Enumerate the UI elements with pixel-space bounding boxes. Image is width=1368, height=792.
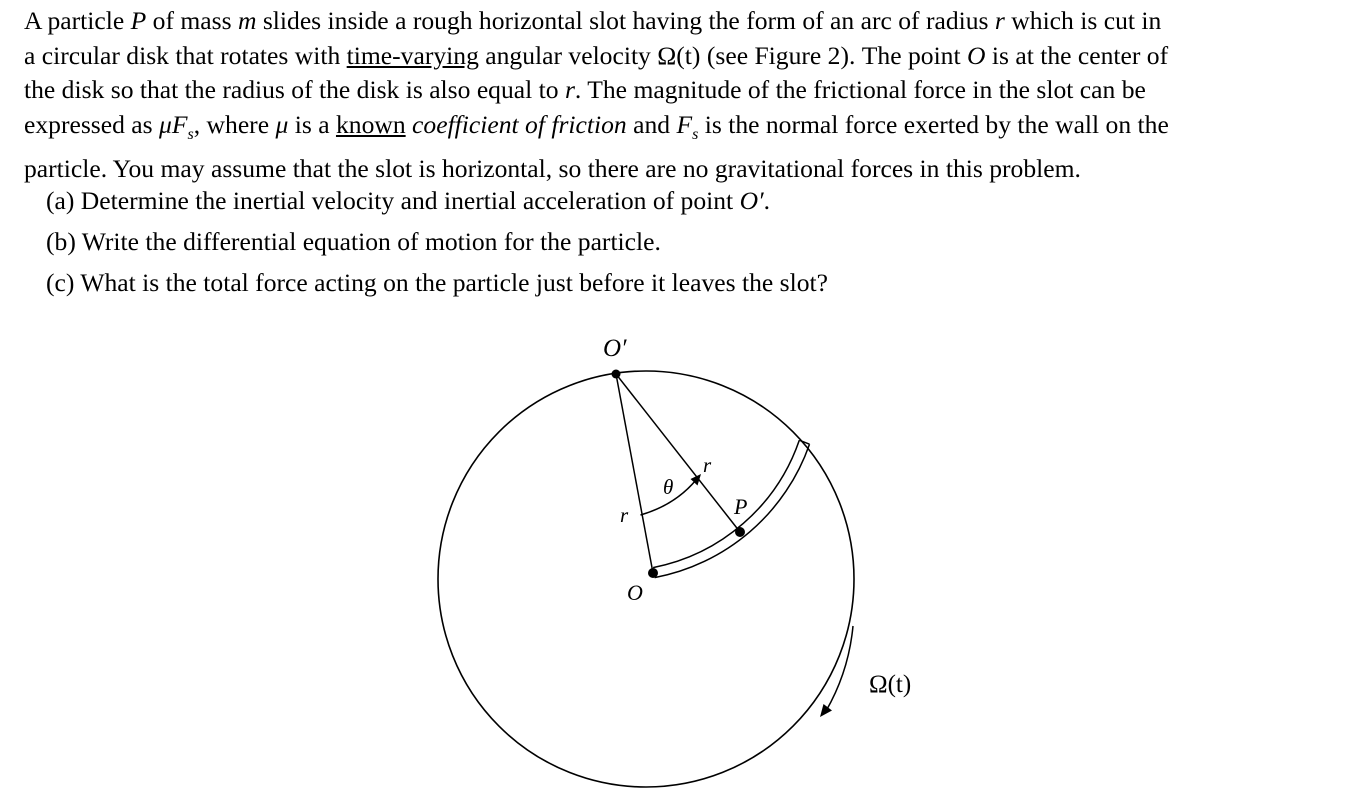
- time-varying-underlined: time-varying: [346, 40, 479, 70]
- slot-outer-edge: [655, 444, 810, 577]
- radius-line-to-O: [616, 374, 653, 573]
- rotation-arc: [826, 626, 853, 711]
- statement-line-2: a circular disk that rotates with time-varying angular velocity Ω(t) (see Figure 2). The point O is at the center of: [24, 40, 1169, 70]
- label-omega: Ω(t): [869, 671, 912, 698]
- label-r-right: r: [703, 453, 712, 477]
- label-O-prime: O′: [603, 335, 627, 362]
- question-a: (a) Determine the inertial velocity and inertial acceleration of point O′.: [46, 186, 771, 215]
- label-P: P: [734, 494, 748, 519]
- rotation-arrowhead: [820, 704, 832, 717]
- statement-line-3: the disk so that the radius of the disk is also equal to r. The magnitude of the frictional force in the slot can be: [24, 75, 1146, 104]
- statement-line-5: particle. You may assume that the slot is horizontal, so there are no gravitational forces in this problem.: [24, 154, 1081, 184]
- point-O-prime: [612, 370, 621, 379]
- label-O: O: [627, 580, 643, 605]
- point-O: [648, 568, 658, 578]
- radius-line-to-P: [616, 374, 740, 532]
- particle-P: [735, 527, 745, 537]
- disk-circle: [438, 371, 854, 787]
- statement-line-1: A particle P of mass m slides inside a rough horizontal slot having the form of an arc of radius r which is cut in: [24, 6, 1162, 35]
- statement-line-4: expressed as $\mu F_s$, where μ is a known coefficient of friction and $F_s$ is the normal force exerted by the wall on the: [24, 109, 1169, 143]
- label-theta: θ: [663, 475, 674, 499]
- question-b: (b) Write the differential equation of motion for the particle.: [46, 227, 661, 256]
- label-r-left: r: [620, 503, 629, 527]
- question-c: (c) What is the total force acting on the particle just before it leaves the slot?: [46, 268, 828, 297]
- known-underlined: known: [335, 109, 406, 139]
